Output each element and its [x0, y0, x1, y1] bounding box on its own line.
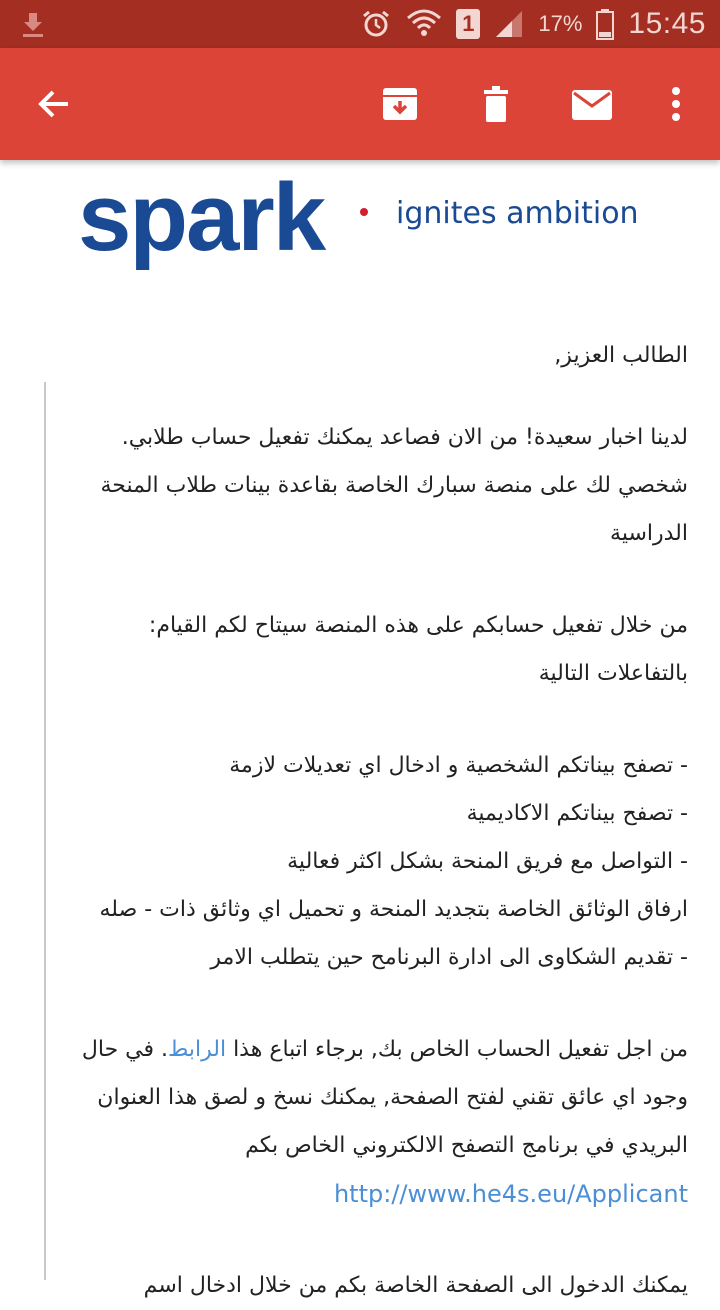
sim-number: 1: [456, 9, 480, 39]
applicant-url-link[interactable]: http://www.he4s.eu/Applicant: [333, 1180, 688, 1208]
delete-button[interactable]: [468, 76, 524, 132]
more-options-button[interactable]: [648, 76, 704, 132]
email-paragraph: يمكنك الدخول الى الصفحة الخاصة بكم من خلال ادخال اسم: [143, 1273, 688, 1298]
paragraph-text: . في حال وجود اي عائق تقني لفتح الصفحة, يمكنك نسخ و لصق هذا العنوان البريدي في برنامج التصفح الالكتروني الخاص بكم: [81, 1037, 688, 1158]
back-button[interactable]: [26, 76, 82, 132]
logo-dot: [360, 208, 368, 216]
list-item: - تصفح بيناتكم الشخصية و ادخال اي تعديلات لازمة: [229, 753, 688, 778]
mark-unread-button[interactable]: [564, 76, 620, 132]
activation-link[interactable]: الرابط: [168, 1037, 227, 1062]
alarm-icon: [360, 0, 392, 48]
battery-icon: [596, 0, 614, 48]
paragraph-text: من اجل تفعيل الحساب الخاص بك, برجاء اتباع هذا: [226, 1037, 688, 1062]
wifi-icon: [406, 0, 442, 48]
logo-tagline: ignites ambition: [396, 196, 639, 231]
mail-icon: [570, 84, 614, 124]
list-item: ارفاق الوثائق الخاصة بتجديد المنحة و تحميل اي وثائق ذات - صله: [99, 897, 688, 922]
clock: 15:45: [628, 7, 706, 40]
email-body: [66, 414, 688, 1310]
signal-icon: [494, 0, 524, 48]
email-greeting: الطالب العزيز,: [554, 343, 688, 368]
app-bar: [0, 48, 720, 160]
delete-icon: [476, 84, 516, 124]
spark-logo: spark: [78, 164, 325, 271]
email-paragraph: [66, 1026, 688, 1170]
battery-percent: 17%: [538, 11, 583, 36]
sim-icon: [456, 0, 480, 48]
list-item: - تقديم الشكاوى الى ادارة البرنامح حين يتطلب الامر: [210, 945, 688, 970]
email-paragraph: من خلال تفعيل حسابكم على هذه المنصة سيتاح لكم القيام: بالتفاعلات التالية: [148, 613, 688, 686]
back-arrow-icon: [34, 84, 74, 124]
feature-list: [66, 742, 688, 982]
download-icon: [18, 10, 48, 40]
list-item: - التواصل مع فريق المنحة بشكل اكثر فعالية: [287, 849, 688, 874]
list-item: - تصفح بيناتكم الاكاديمية: [466, 801, 688, 826]
archive-button[interactable]: [372, 76, 428, 132]
status-bar: [0, 0, 720, 48]
quote-border: [44, 382, 46, 1280]
email-paragraph: لدينا اخبار سعيدة! من الان فصاعد يمكنك تفعيل حساب طلابي. شخصي لك على منصة سبارك الخاصة بقاعدة بينات طلاب المنحة الدراسية: [100, 425, 688, 546]
archive-icon: [380, 84, 420, 124]
more-vert-icon: [668, 84, 684, 124]
